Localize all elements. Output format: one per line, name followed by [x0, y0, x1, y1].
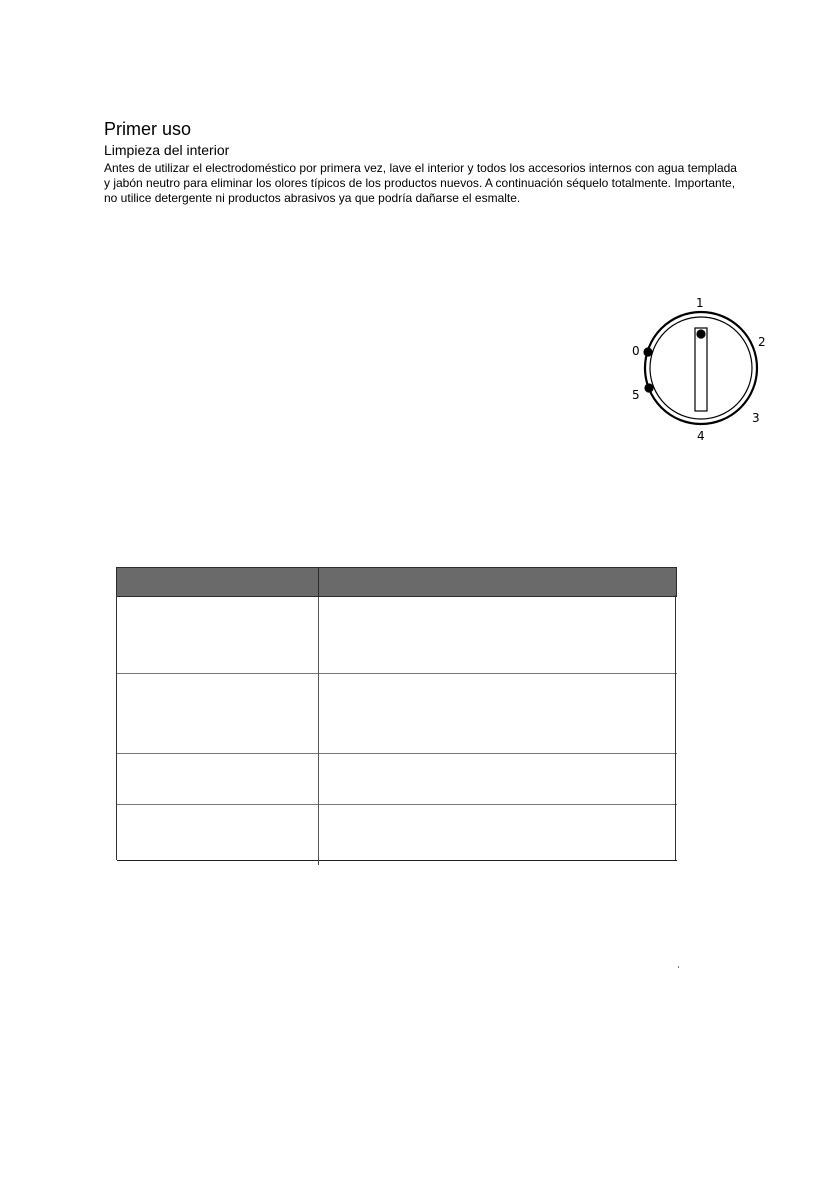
- dial-label-3: 3: [752, 411, 760, 425]
- dial-label-2: 2: [758, 335, 766, 349]
- table-cell: [319, 674, 677, 754]
- section-title: Primer uso: [104, 119, 192, 139]
- table-left-border: [116, 595, 117, 860]
- table-row: [117, 597, 677, 674]
- scan-speck: [678, 966, 679, 968]
- table-cell: [117, 805, 319, 861]
- paragraph-line: y jabón neutro para eliminar los olores típicos de los productos nuevos. A continuación séquelo totalmente. Importante,: [104, 176, 736, 190]
- table-cell: [319, 754, 677, 805]
- table-row: [117, 754, 677, 805]
- dial-label-1: 1: [696, 296, 704, 310]
- intro-paragraph: [104, 161, 784, 206]
- table-cell: [319, 597, 677, 674]
- table-header-row: [117, 568, 677, 597]
- dial-label-0: 0: [632, 344, 640, 358]
- dial-label-5: 5: [632, 388, 640, 402]
- table-right-border: [675, 595, 676, 860]
- table-cell: [319, 805, 677, 861]
- paragraph-line: Antes de utilizar el electrodoméstico por primera vez, lave el interior y todos los accesorios internos con agua templada: [104, 161, 737, 175]
- knob-grip: [695, 328, 707, 411]
- table-cell: [117, 674, 319, 754]
- paragraph-line: no utilice detergente ni productos abrasivos ya que podría dañarse el esmalte.: [104, 191, 521, 205]
- dial-label-4: 4: [697, 429, 705, 443]
- section-subtitle: Limpieza del interior: [104, 142, 230, 158]
- thermostat-dial-figure: [620, 292, 770, 452]
- dial-mark-0: [643, 347, 652, 356]
- table-divider-tick: [318, 859, 319, 865]
- dial-mark-5: [644, 383, 653, 392]
- table-header-cell: [319, 568, 677, 597]
- knob-indicator-dot: [696, 329, 705, 338]
- table-cell: [117, 754, 319, 805]
- table-header-cell: [117, 568, 319, 597]
- settings-table: [116, 567, 677, 861]
- table-cell: [117, 597, 319, 674]
- table-row: [117, 674, 677, 754]
- table-row: [117, 805, 677, 861]
